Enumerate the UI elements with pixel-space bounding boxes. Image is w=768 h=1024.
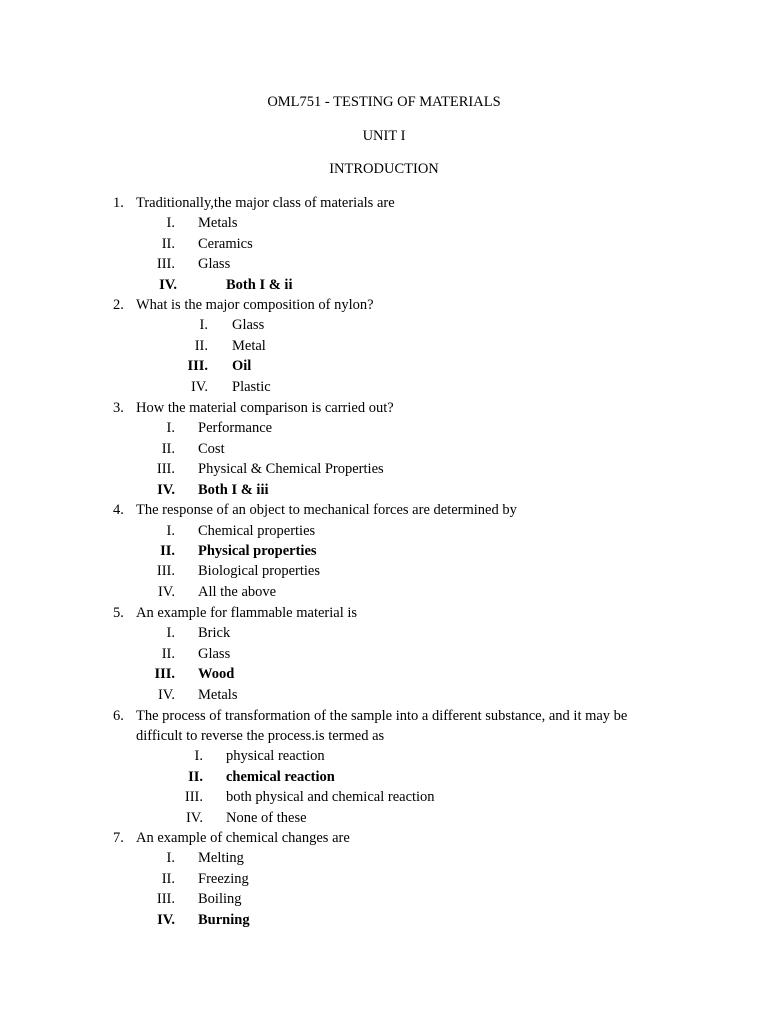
option-text: Glass — [198, 256, 231, 272]
question-text: Traditionally,the major class of materials are — [136, 195, 395, 211]
option-numeral: III. — [154, 666, 175, 682]
option-numeral: II. — [161, 871, 175, 887]
section-title: INTRODUCTION — [329, 161, 439, 177]
option-numeral: III. — [156, 563, 175, 579]
unit-title: UNIT I — [362, 128, 406, 144]
answer-option — [0, 213, 768, 233]
answer-option-correct — [0, 356, 768, 376]
answer-option — [0, 848, 768, 868]
option-text: Physical & Chemical Properties — [198, 461, 384, 477]
question-number: 4. — [113, 502, 124, 518]
question-number: 6. — [113, 708, 124, 724]
answer-option — [0, 418, 768, 438]
option-text: Boiling — [198, 891, 242, 907]
answer-option — [0, 315, 768, 335]
question-text: The process of transformation of the sample into a different substance, and it may be — [136, 708, 628, 724]
option-text: Metal — [232, 338, 266, 354]
option-numeral: IV. — [185, 810, 203, 826]
question-number: 3. — [113, 400, 124, 416]
option-numeral: II. — [188, 769, 203, 785]
answer-option — [0, 439, 768, 459]
option-numeral: IV. — [157, 687, 175, 703]
option-text: Metals — [198, 687, 238, 703]
option-text: Both I & iii — [198, 482, 269, 498]
option-text: Oil — [232, 358, 252, 374]
answer-option — [0, 808, 768, 828]
option-text: Biological properties — [198, 563, 321, 579]
option-text: Plastic — [232, 379, 271, 395]
question-text: What is the major composition of nylon? — [136, 297, 374, 313]
option-numeral: IV. — [157, 912, 175, 928]
answer-option — [0, 561, 768, 581]
option-numeral: III. — [156, 256, 175, 272]
course-title: OML751 - TESTING OF MATERIALS — [267, 94, 501, 110]
question-text: An example of chemical changes are — [136, 830, 350, 846]
answer-option — [0, 336, 768, 356]
answer-option — [0, 459, 768, 479]
option-numeral: III. — [156, 891, 175, 907]
option-text: Metals — [198, 215, 238, 231]
answer-option — [0, 582, 768, 602]
option-text: physical reaction — [226, 748, 325, 764]
option-numeral: IV. — [159, 277, 177, 293]
option-numeral: IV. — [157, 482, 175, 498]
option-numeral: I. — [166, 420, 175, 436]
option-numeral: IV. — [157, 584, 175, 600]
option-numeral: I. — [199, 317, 208, 333]
question-text: difficult to reverse the process.is termed as — [136, 728, 385, 744]
option-text: Freezing — [198, 871, 249, 887]
answer-option-correct — [0, 767, 768, 787]
option-numeral: II. — [194, 338, 208, 354]
answer-option — [0, 889, 768, 909]
option-numeral: I. — [166, 215, 175, 231]
option-numeral: I. — [194, 748, 203, 764]
option-text: Wood — [198, 666, 235, 682]
option-numeral: II. — [161, 441, 175, 457]
option-text: Melting — [198, 850, 244, 866]
answer-option — [0, 377, 768, 397]
question-text: An example for flammable material is — [136, 605, 358, 621]
answer-option-correct — [0, 541, 768, 561]
option-numeral: III. — [156, 461, 175, 477]
option-numeral: II. — [161, 646, 175, 662]
question-text: The response of an object to mechanical forces are determined by — [136, 502, 517, 518]
option-text: Ceramics — [198, 236, 253, 252]
option-text: All the above — [198, 584, 277, 600]
option-text: Physical properties — [198, 543, 317, 559]
option-text: Performance — [198, 420, 273, 436]
option-numeral: II. — [161, 236, 175, 252]
answer-option — [0, 787, 768, 807]
answer-option — [0, 234, 768, 254]
option-numeral: I. — [166, 625, 175, 641]
answer-option — [0, 623, 768, 643]
answer-option — [0, 685, 768, 705]
option-text: Both I & ii — [226, 277, 293, 293]
answer-option-correct — [0, 275, 768, 295]
answer-option — [0, 521, 768, 541]
option-numeral: I. — [166, 850, 175, 866]
option-numeral: IV. — [190, 379, 208, 395]
answer-option-correct — [0, 480, 768, 500]
question-number: 2. — [113, 297, 124, 313]
question-number: 7. — [113, 830, 124, 846]
answer-option — [0, 869, 768, 889]
question-number: 1. — [113, 195, 124, 211]
option-text: chemical reaction — [226, 769, 335, 785]
answer-option-correct — [0, 910, 768, 930]
answer-option — [0, 644, 768, 664]
option-text: Burning — [198, 912, 250, 928]
option-text: Glass — [232, 317, 265, 333]
option-text: Brick — [198, 625, 231, 641]
option-numeral: III. — [187, 358, 208, 374]
answer-option-correct — [0, 664, 768, 684]
option-text: None of these — [226, 810, 307, 826]
option-text: both physical and chemical reaction — [226, 789, 435, 805]
answer-option — [0, 254, 768, 274]
question-text: How the material comparison is carried out? — [136, 400, 394, 416]
option-text: Cost — [198, 441, 225, 457]
option-numeral: II. — [160, 543, 175, 559]
option-text: Glass — [198, 646, 231, 662]
question-number: 5. — [113, 605, 124, 621]
option-text: Chemical properties — [198, 523, 316, 539]
option-numeral: III. — [184, 789, 203, 805]
option-numeral: I. — [166, 523, 175, 539]
answer-option — [0, 746, 768, 766]
